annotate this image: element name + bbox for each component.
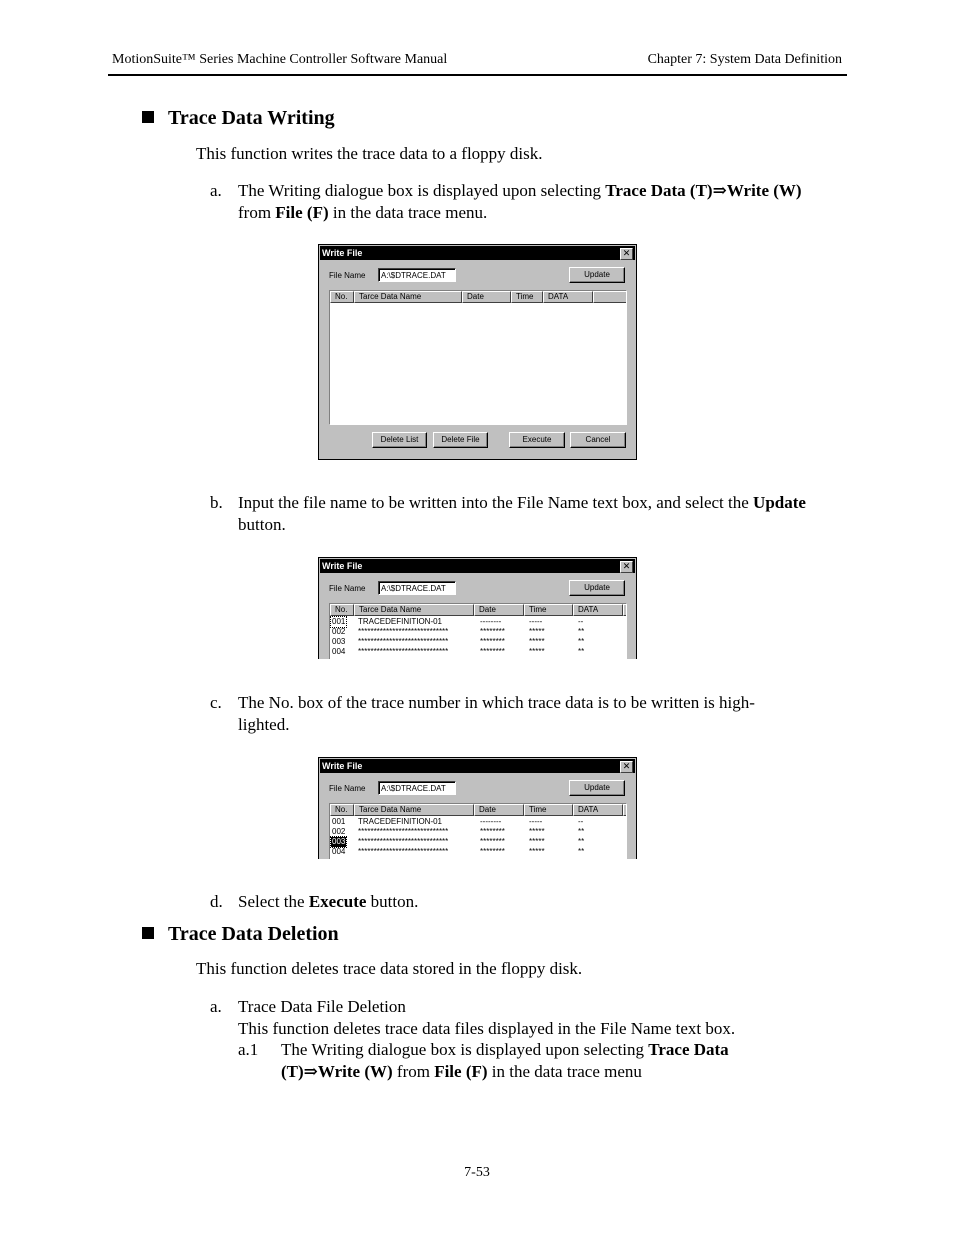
column-header[interactable]: Tarce Data Name [354, 604, 474, 616]
table-row[interactable]: 002 ***************************** ******** ***** ** [332, 827, 585, 836]
file-name-label: File Name [329, 784, 366, 793]
column-header-blank [623, 604, 627, 616]
list-header [330, 604, 626, 616]
header-rule [108, 74, 847, 76]
step-label: b. [210, 493, 223, 512]
step-label: a. [210, 997, 222, 1016]
column-header[interactable]: Date [474, 604, 524, 616]
dialog-title-bar: Write File ✕ [320, 759, 635, 773]
file-name-input[interactable]: A:\$DTRACE.DAT [378, 581, 456, 595]
column-header[interactable]: No. [330, 804, 354, 816]
write-file-dialog-partial [318, 557, 637, 659]
execute-button[interactable]: Execute [509, 432, 565, 448]
table-row-selected[interactable]: 003 ***************************** ******** ***** ** [332, 837, 585, 846]
delete-list-button[interactable]: Delete List [372, 432, 427, 448]
step-label: a.1 [238, 1040, 259, 1059]
step-b-text: Input the file name to be written into the File Name text box, and select the Update button. [238, 493, 806, 534]
trace-list[interactable] [329, 603, 627, 659]
page-number: 7-53 [464, 1165, 490, 1180]
close-icon[interactable]: ✕ [620, 248, 633, 260]
table-row[interactable]: 003 ***************************** ******** ***** ** [332, 637, 585, 646]
column-header[interactable]: Time [511, 291, 543, 303]
write-file-dialog [318, 244, 637, 460]
section-heading-writing: Trace Data Writing [142, 107, 335, 130]
column-header-blank [623, 804, 627, 816]
dialog-title-bar: Write File ✕ [320, 559, 635, 573]
step-c-text: The No. box of the trace number in which trace data is to be written is high- lighted. [238, 693, 755, 734]
file-name-label: File Name [329, 271, 366, 280]
step-d-text: Select the Execute button. [238, 892, 419, 911]
bullet-square-icon [142, 927, 154, 939]
column-header[interactable]: Date [462, 291, 511, 303]
step-label: c. [210, 693, 222, 712]
table-row[interactable]: 004 ***************************** ******** ***** ** [332, 847, 585, 856]
file-name-label: File Name [329, 584, 366, 593]
table-row[interactable]: 004 ***************************** ******** ***** ** [332, 647, 585, 656]
delete-file-button[interactable]: Delete File [433, 432, 488, 448]
step-label: a. [210, 181, 222, 200]
update-button[interactable]: Update [569, 580, 625, 596]
running-header-title: MotionSuite™ Series Machine Controller Software Manual [112, 52, 448, 67]
close-icon[interactable]: ✕ [620, 561, 633, 573]
close-icon[interactable]: ✕ [620, 761, 633, 773]
section-intro: This function writes the trace data to a floppy disk. [196, 144, 543, 163]
column-header[interactable]: Time [524, 604, 573, 616]
column-header-blank [593, 291, 627, 303]
table-row[interactable]: 001 TRACEDEFINITION-01 -------- ----- -- [332, 617, 584, 626]
update-button[interactable]: Update [569, 267, 625, 283]
list-header [330, 804, 626, 816]
trace-list[interactable] [329, 803, 627, 859]
column-header[interactable]: DATA [573, 604, 623, 616]
bullet-square-icon [142, 111, 154, 123]
column-header[interactable]: No. [330, 291, 354, 303]
column-header[interactable]: Tarce Data Name [354, 291, 462, 303]
column-header[interactable]: No. [330, 604, 354, 616]
update-button[interactable]: Update [569, 780, 625, 796]
list-header [330, 291, 626, 303]
step-label: d. [210, 892, 223, 911]
cancel-button[interactable]: Cancel [570, 432, 626, 448]
table-row[interactable]: 001 TRACEDEFINITION-01 -------- ----- -- [332, 817, 584, 826]
column-header[interactable]: DATA [543, 291, 593, 303]
section-heading-deletion: Trace Data Deletion [142, 923, 339, 946]
column-header[interactable]: Date [474, 804, 524, 816]
table-row[interactable]: 002 ***************************** ******** ***** ** [332, 627, 585, 636]
write-file-dialog-partial [318, 757, 637, 859]
column-header[interactable]: Tarce Data Name [354, 804, 474, 816]
running-header-chapter: Chapter 7: System Data Definition [647, 52, 842, 67]
dialog-title-bar: Write File ✕ [320, 246, 635, 260]
file-name-input[interactable]: A:\$DTRACE.DAT [378, 781, 456, 795]
step-a-text: The Writing dialogue box is displayed upon selecting Trace Data (T)⇒Write (W) from File (F) in the data trace menu. [238, 181, 802, 222]
step-a-deletion-text: Trace Data File Deletion This function deletes trace data files displayed in the File Name text box. [238, 997, 736, 1038]
column-header[interactable]: DATA [573, 804, 623, 816]
column-header[interactable]: Time [524, 804, 573, 816]
trace-list[interactable] [329, 290, 627, 425]
file-name-input[interactable]: A:\$DTRACE.DAT [378, 268, 456, 282]
section-intro: This function deletes trace data stored in the floppy disk. [196, 959, 583, 978]
step-a1-text: The Writing dialogue box is displayed upon selecting Trace Data (T)⇒Write (W) from File (F) in the data trace menu [281, 1040, 729, 1081]
